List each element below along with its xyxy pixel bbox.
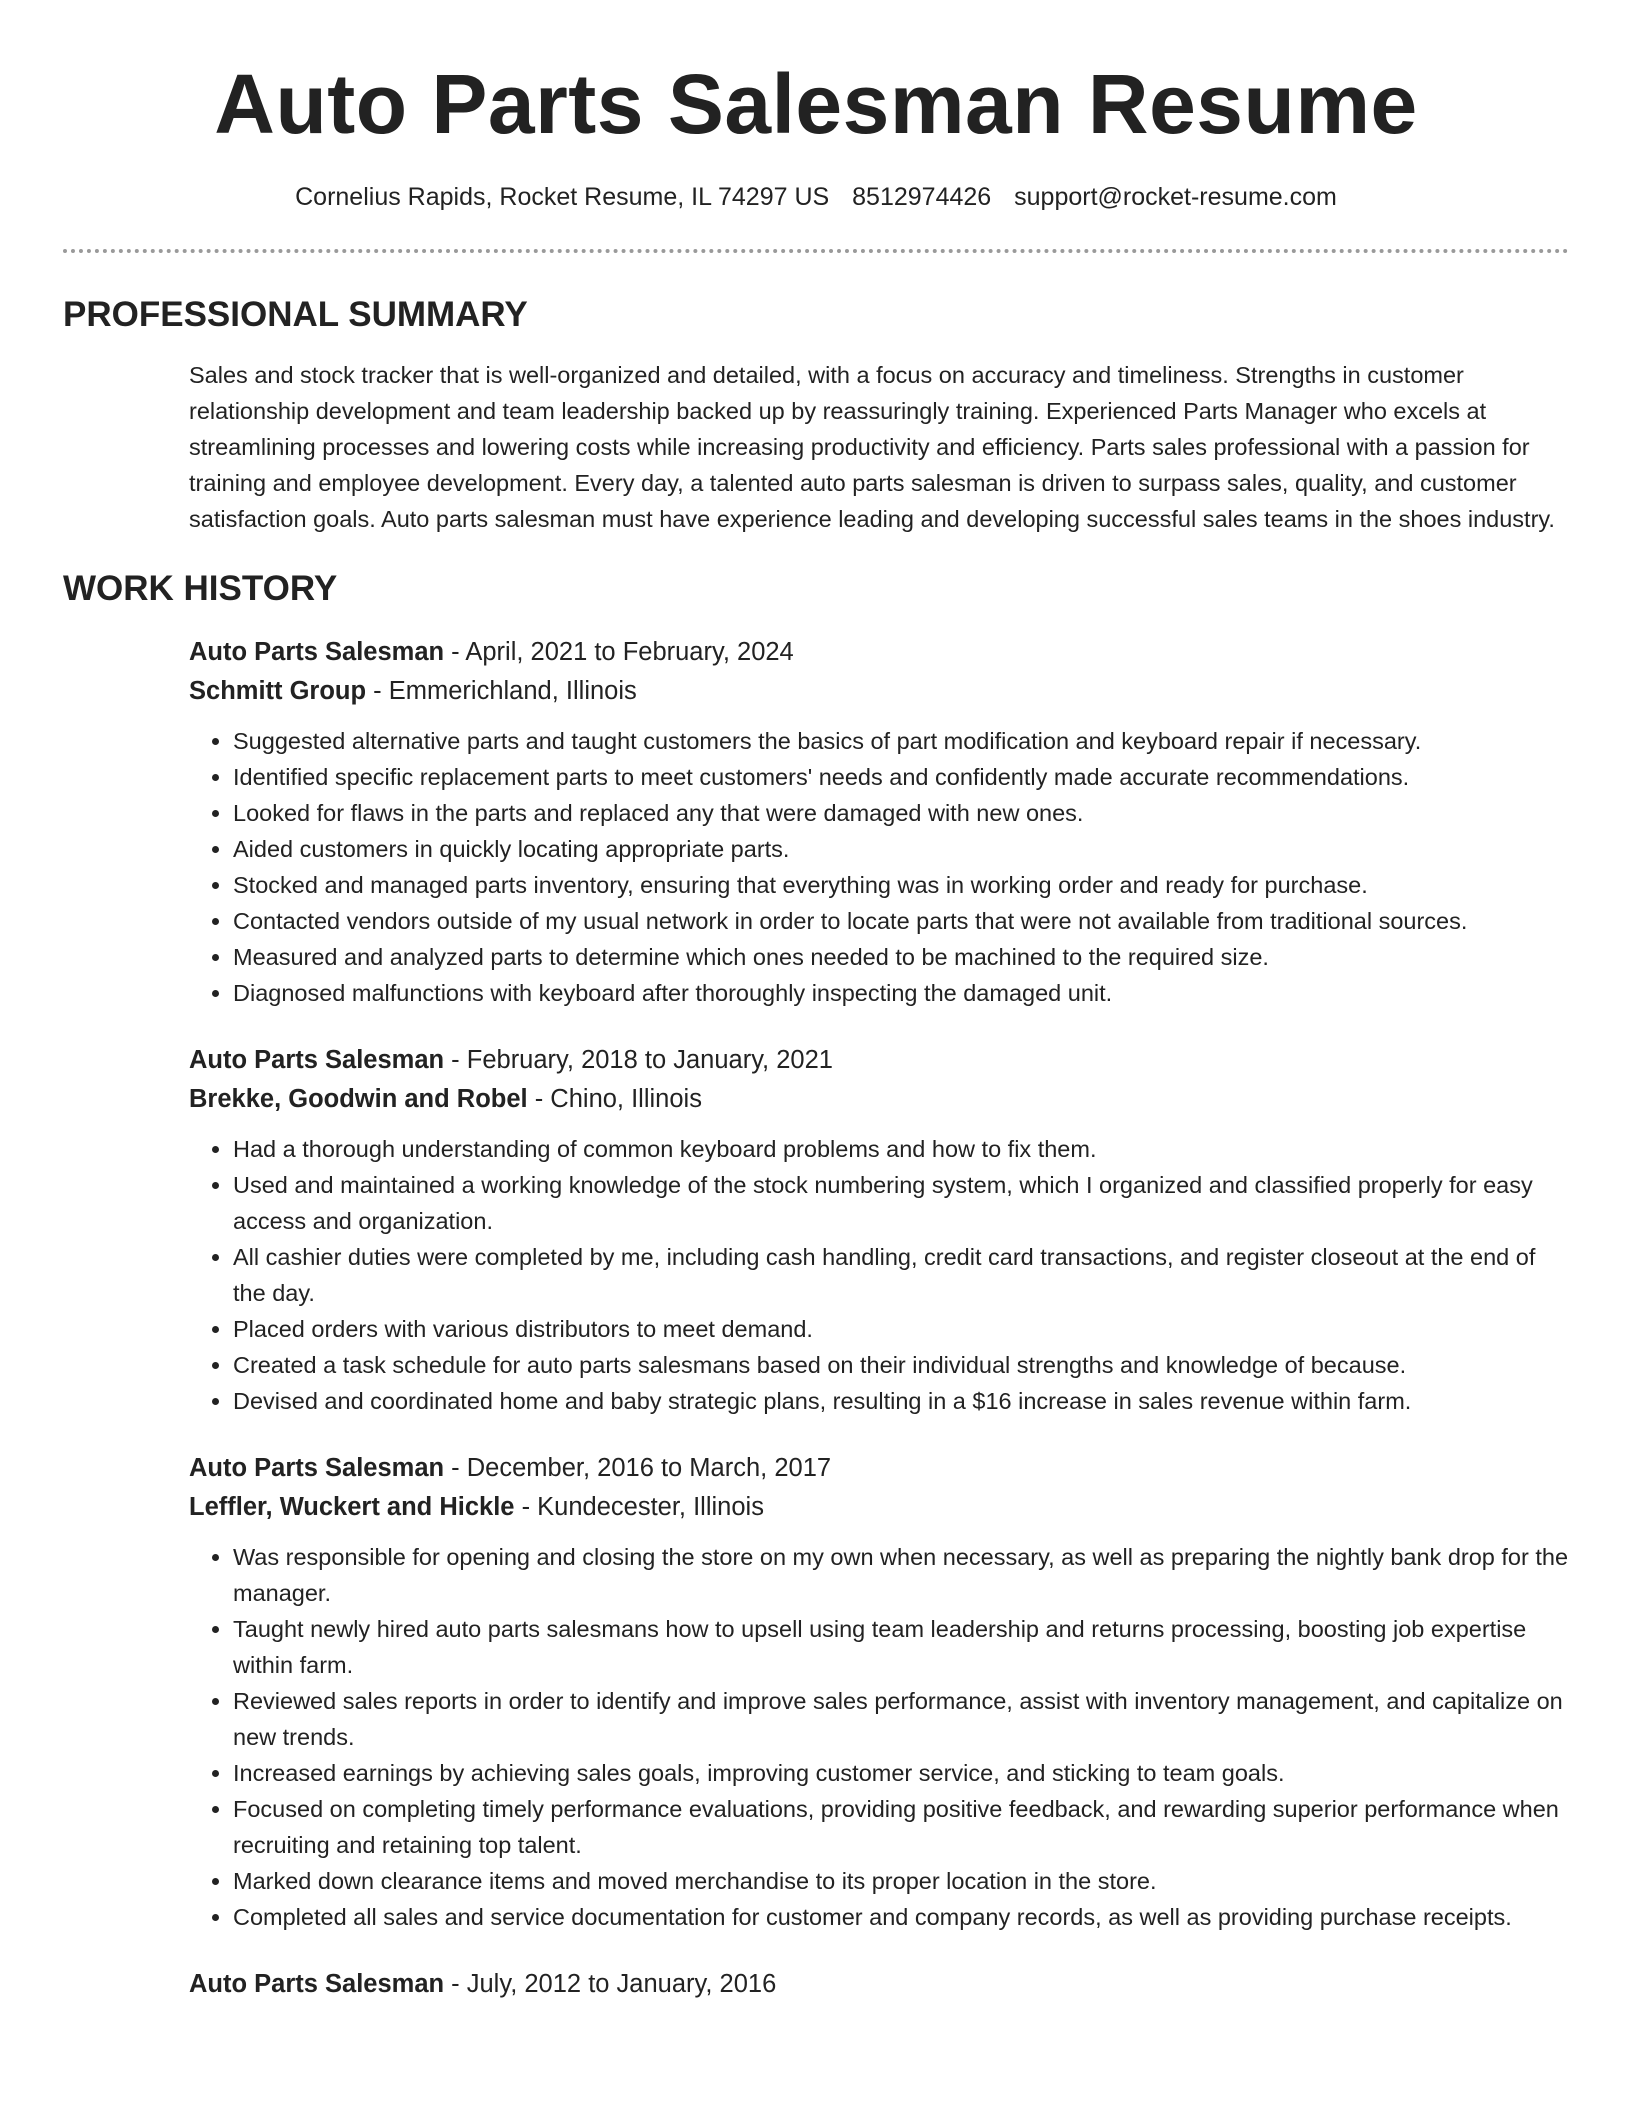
job-bullet: • Stocked and managed parts inventory, ensuring that everything was in working order and ready for purchase. (233, 867, 1569, 903)
contact-address: Cornelius Rapids, Rocket Resume, IL 74297 US (295, 183, 830, 211)
job-entry (189, 1965, 1569, 2004)
job-company-line (189, 1488, 1569, 1527)
job-bullet: • Suggested alternative parts and taught customers the basics of part modification and keyboard repair if necessary. (233, 723, 1569, 759)
header-divider (63, 249, 1569, 253)
job-location: - Kundecester, Illinois (514, 1493, 764, 1521)
job-entry (189, 1449, 1569, 1935)
resume-title: Auto Parts Salesman Resume (214, 57, 1418, 151)
job-title-line (189, 1041, 1569, 1080)
job-dates: - February, 2018 to January, 2021 (444, 1046, 833, 1074)
job-bullet: • Increased earnings by achieving sales goals, improving customer service, and sticking to team goals. (233, 1755, 1569, 1791)
job-dates: - July, 2012 to January, 2016 (444, 1970, 777, 1998)
job-bullet: • Placed orders with various distributors to meet demand. (233, 1311, 1569, 1347)
job-bullet: • Diagnosed malfunctions with keyboard after thoroughly inspecting the damaged unit. (233, 975, 1569, 1011)
job-title: Auto Parts Salesman (189, 1454, 445, 1482)
contact-email: support@rocket-resume.com (1014, 183, 1337, 211)
job-bullet: • Focused on completing timely performance evaluations, providing positive feedback, and rewarding superior performance when recruiting and retaining top talent. (233, 1791, 1569, 1863)
job-location: - Chino, Illinois (527, 1085, 702, 1113)
contact-info (63, 180, 1569, 214)
job-bullet: • Contacted vendors outside of my usual network in order to locate parts that were not available from traditional sources. (233, 903, 1569, 939)
job-company: Schmitt Group (189, 677, 367, 705)
job-bullet-list (189, 723, 1569, 1011)
job-bullet: • Had a thorough understanding of common keyboard problems and how to fix them. (233, 1131, 1569, 1167)
job-title: Auto Parts Salesman (189, 1046, 445, 1074)
job-dates: - April, 2021 to February, 2024 (444, 638, 794, 666)
job-title-line (189, 633, 1569, 672)
job-bullet: • Measured and analyzed parts to determine which ones needed to be machined to the required size. (233, 939, 1569, 975)
job-bullet: • Identified specific replacement parts to meet customers' needs and confidently made accurate recommendations. (233, 759, 1569, 795)
job-company-line (189, 672, 1569, 711)
job-title: Auto Parts Salesman (189, 1970, 445, 1998)
summary-text: Sales and stock tracker that is well-organized and detailed, with a focus on accuracy and timeliness. Strengths in customer relationship development and team leadership backed up by reassuringly training. Experienced Parts Manager who excels at streamlining processes and lowering costs while increasing productivity and efficiency. Parts sales professional with a passion for training and employee development. Every day, a talented auto parts salesman is driven to surpass sales, quality, and customer satisfaction goals. Auto parts salesman must have experience leading and developing successful sales teams in the shoes industry. (189, 362, 1555, 532)
job-bullet: • Created a task schedule for auto parts salesmans based on their individual strengths and knowledge of because. (233, 1347, 1569, 1383)
summary-heading: PROFESSIONAL SUMMARY (63, 295, 528, 334)
job-bullet: • Aided customers in quickly locating appropriate parts. (233, 831, 1569, 867)
contact-phone: 8512974426 (852, 183, 992, 211)
job-bullet-list (189, 1539, 1569, 1935)
job-entry (189, 633, 1569, 1011)
job-bullet: • All cashier duties were completed by me, including cash handling, credit card transactions, and register closeout at the end of the day. (233, 1239, 1569, 1311)
job-title: Auto Parts Salesman (189, 638, 445, 666)
job-bullet: • Was responsible for opening and closing the store on my own when necessary, as well as preparing the nightly bank drop for the manager. (233, 1539, 1569, 1611)
job-bullet: • Used and maintained a working knowledge of the stock numbering system, which I organized and classified properly for easy access and organization. (233, 1167, 1569, 1239)
job-company: Brekke, Goodwin and Robel (189, 1085, 528, 1113)
job-title-line (189, 1965, 1569, 2004)
job-company-line (189, 1080, 1569, 1119)
job-bullet-list (189, 1131, 1569, 1419)
job-company: Leffler, Wuckert and Hickle (189, 1493, 515, 1521)
job-bullet: • Looked for flaws in the parts and replaced any that were damaged with new ones. (233, 795, 1569, 831)
job-bullet: • Taught newly hired auto parts salesmans how to upsell using team leadership and returns processing, boosting job expertise within farm. (233, 1611, 1569, 1683)
job-bullet: • Completed all sales and service documentation for customer and company records, as well as providing purchase receipts. (233, 1899, 1569, 1935)
job-location: - Emmerichland, Illinois (366, 677, 637, 705)
job-bullet: • Reviewed sales reports in order to identify and improve sales performance, assist with inventory management, and capitalize on new trends. (233, 1683, 1569, 1755)
job-dates: - December, 2016 to March, 2017 (444, 1454, 832, 1482)
job-title-line (189, 1449, 1569, 1488)
job-bullet: • Devised and coordinated home and baby strategic plans, resulting in a $16 increase in sales revenue within farm. (233, 1383, 1569, 1419)
job-bullet: • Marked down clearance items and moved merchandise to its proper location in the store. (233, 1863, 1569, 1899)
job-entry (189, 1041, 1569, 1419)
work-history-heading: WORK HISTORY (63, 569, 338, 608)
